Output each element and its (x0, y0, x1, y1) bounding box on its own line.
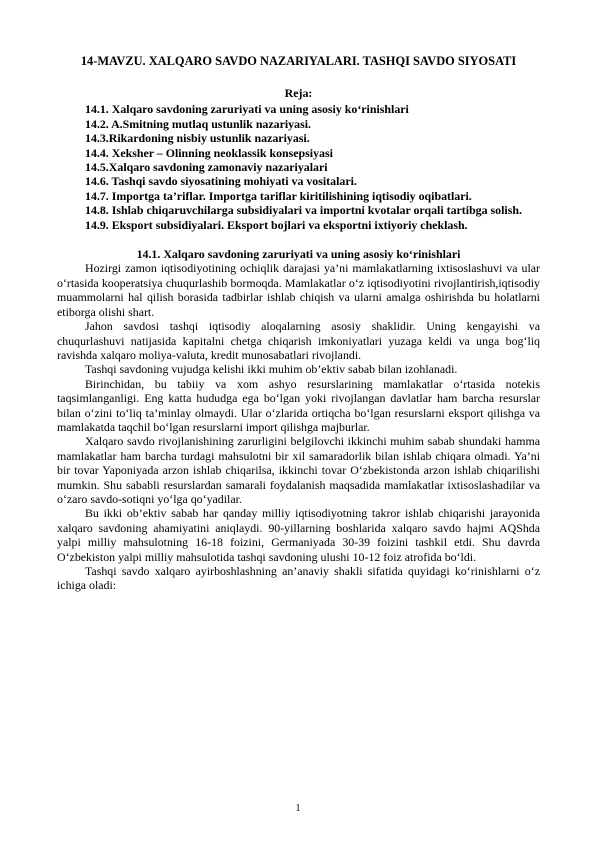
plan-item: 14.4. Xeksher – Olinning neoklassik konsepsiyasi (85, 145, 333, 160)
plan-item: 14.1. Xalqaro savdoning zaruriyati va uning asosiy ko‘rinishlari (85, 102, 409, 117)
paragraph: Hozirgi zamon iqtisodiyotining ochiqlik darajasi ya’ni mamlakatlarning ixtisoslashuvi va ular o‘rtasida kooperatsiya chuqurlashib bormoqda. Mamlakatlar o‘z iqtisodiyotini rivojlantirish,iqtisodiy muammolarni hal qilish borasida tadbirlar ishlab chiqish va ularni amalga oshirishda bu holatlarni etiborga olishi shart. (57, 261, 540, 319)
document-title: 14-MAVZU. XALQARO SAVDO NAZARIYALARI. TASHQI SAVDO SIYOSATI (80, 54, 517, 68)
paragraph: Bu ikki ob’ektiv sabab har qanday milliy iqtisodiyotning takror ishlab chiqarishi jarayonida xalqaro savdoning ahamiyatini aniqlaydi. 90-yillarning boshlarida xalqaro savdo hajmi AQShda yalpi milliy mahsulotning 16-18 foizini, Germaniyada 30-39 foizini tashkil etdi. Shu davrda O‘zbekiston yalpi milliy mahsulotida tashqi savdoning ulushi 10-12 foiz atrofida bo‘ldi. (57, 506, 540, 564)
plan-item: 14.6. Tashqi savdo siyosatining mohiyati va vositalari. (85, 174, 357, 189)
paragraph: Jahon savdosi tashqi iqtisodiy aloqalarning asosiy shaklidir. Uning kengayishi va chuqurlashuvi natijasida kapitalni chetga chiqarish imkoniyatlari yuzaga keldi va unga bog‘liq ravishda xalqaro moliya-valuta, kredit munosabatlari rivojlandi. (57, 319, 540, 362)
section-heading: 14.1. Xalqaro savdoning zaruriyati va uning asosiy ko‘rinishlari (136, 247, 461, 262)
document-page (57, 54, 540, 593)
paragraph: Tashqi savdoning vujudga kelishi ikki muhim ob’ektiv sabab bilan izohlanadi. (85, 362, 458, 377)
paragraph: Tashqi savdo xalqaro ayirboshlashning an’anaviy shakli sifatida quyidagi ko‘rinishlarni o‘z ichiga oladi: (57, 564, 540, 593)
body-text (57, 261, 540, 592)
paragraph: Xalqaro savdo rivojlanishining zarurligini belgilovchi ikkinchi muhim sabab shundaki hamma mamlakatlar ham barcha turdagi mahsulotni bir xil samaradorlik bilan ishlab chiqara olmadi. Ya’ni bir tovar Yaponiyada arzon ishlab chiqarilsa, ikkinchi tovar O‘zbekistonda arzon ishlab chiqarilishi mumkin. Shu sababli resurslardan samarali foydalanish maqsadida mamlakatlar ixtisoslashadilar va o‘zaro savdo-sotiqni yo‘lga qo‘yadilar. (57, 434, 540, 506)
plan-item: 14.3.Rikardoning nisbiy ustunlik nazariyasi. (85, 131, 310, 146)
plan-item: 14.9. Eksport subsidiyalari. Eksport bojlari va eksportni ixtiyoriy cheklash. (85, 217, 468, 232)
plan-heading: Reja: (284, 86, 313, 100)
page-number: 1 (295, 803, 301, 814)
plan-list (57, 102, 540, 232)
plan-item: 14.7. Importga ta’riflar. Importga tariflar kiritilishining iqtisodiy oqibatlari. (85, 188, 472, 203)
plan-item: 14.5.Xalqaro savdoning zamonaviy nazariyalari (85, 160, 328, 175)
paragraph: Birinchidan, bu tabiiy va xom ashyo resurslarining mamlakatlar o‘rtasida notekis taqsimlanganligi. Eng katta hududga ega bo‘lgan yoki rivojlangan davlatlar ham barcha resurslar bilan o‘zini to‘liq ta’minlay olmaydi. Ular o‘zlarida ortiqcha bo‘lgan resurslarni eksport qilishga va mamlakatda taqchil bo‘lgan resurslarni import qilishga majburlar. (57, 376, 540, 434)
plan-item: 14.8. Ishlab chiqaruvchilarga subsidiyalari va importni kvotalar orqali tartibga solish. (85, 203, 522, 218)
plan-item: 14.2. A.Smitning mutlaq ustunlik nazariyasi. (85, 116, 311, 131)
